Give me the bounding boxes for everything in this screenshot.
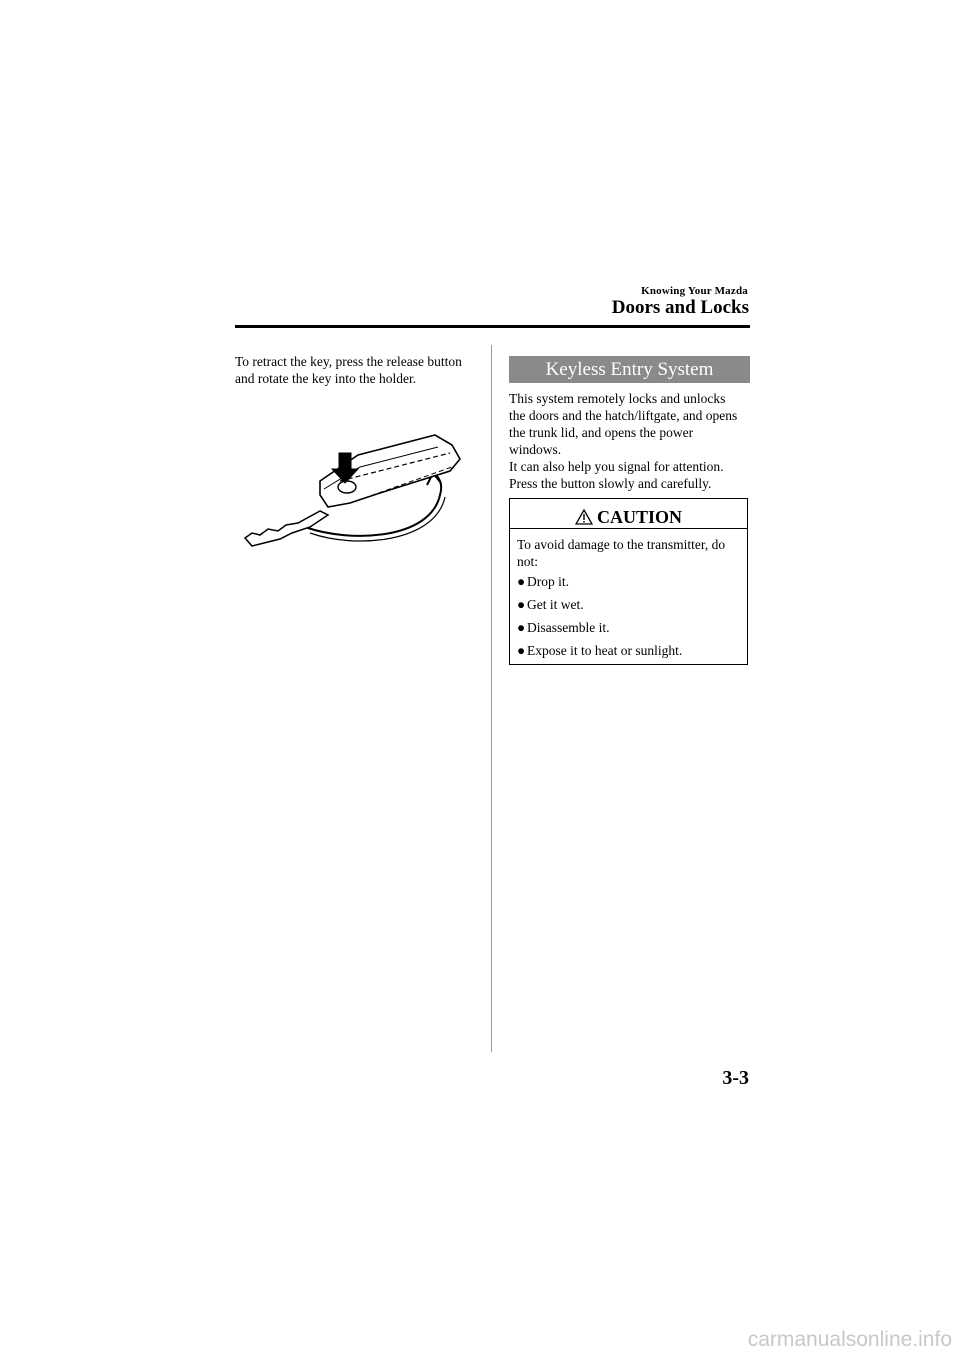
bullet-icon: ● [517,620,526,635]
instruction-line: and rotate the key into the holder. [235,371,417,386]
section-title: Doors and Locks [611,297,749,318]
keyless-entry-description [509,390,754,492]
instruction-line: To retract the key, press the release button [235,354,462,369]
caution-item [517,573,742,596]
header-rule [235,325,750,328]
caution-item-text: Expose it to heat or sunlight. [527,643,683,658]
description-line: the doors and the hatch/liftgate, and opens [509,408,738,423]
page-number: 3-3 [722,1067,749,1089]
chapter-title: Knowing Your Mazda [641,285,748,297]
caution-item [517,619,742,642]
key-blade [245,511,328,546]
caution-label: CAUTION [596,507,682,527]
caution-item [517,596,742,619]
caution-intro-line: To avoid damage to the transmitter, do [517,537,726,552]
bullet-icon: ● [517,597,526,612]
key-retract-illustration [240,415,465,555]
section-banner: Keyless Entry System [509,356,750,383]
description-line: the trunk lid, and opens the power [509,425,694,440]
caution-list [517,573,742,665]
warning-triangle-icon [575,509,593,525]
release-button [338,481,356,493]
caution-item-text: Drop it. [527,574,569,589]
description-line: It can also help you signal for attention. [509,459,724,474]
caution-intro-line: not: [517,554,539,569]
bullet-icon: ● [517,643,526,658]
description-line: This system remotely locks and unlocks [509,391,726,406]
description-line: Press the button slowly and carefully. [509,476,712,491]
bullet-icon: ● [517,574,526,589]
retract-key-instruction [235,353,480,387]
watermark-link[interactable]: carmanualsonline.info [747,1328,952,1351]
caution-item-text: Get it wet. [527,597,584,612]
caution-item [517,642,742,665]
caution-intro [517,536,742,570]
caution-item-text: Disassemble it. [527,620,610,635]
caution-divider [509,528,748,529]
caution-heading [509,506,748,528]
column-divider [491,345,492,1052]
description-line: windows. [509,442,562,457]
